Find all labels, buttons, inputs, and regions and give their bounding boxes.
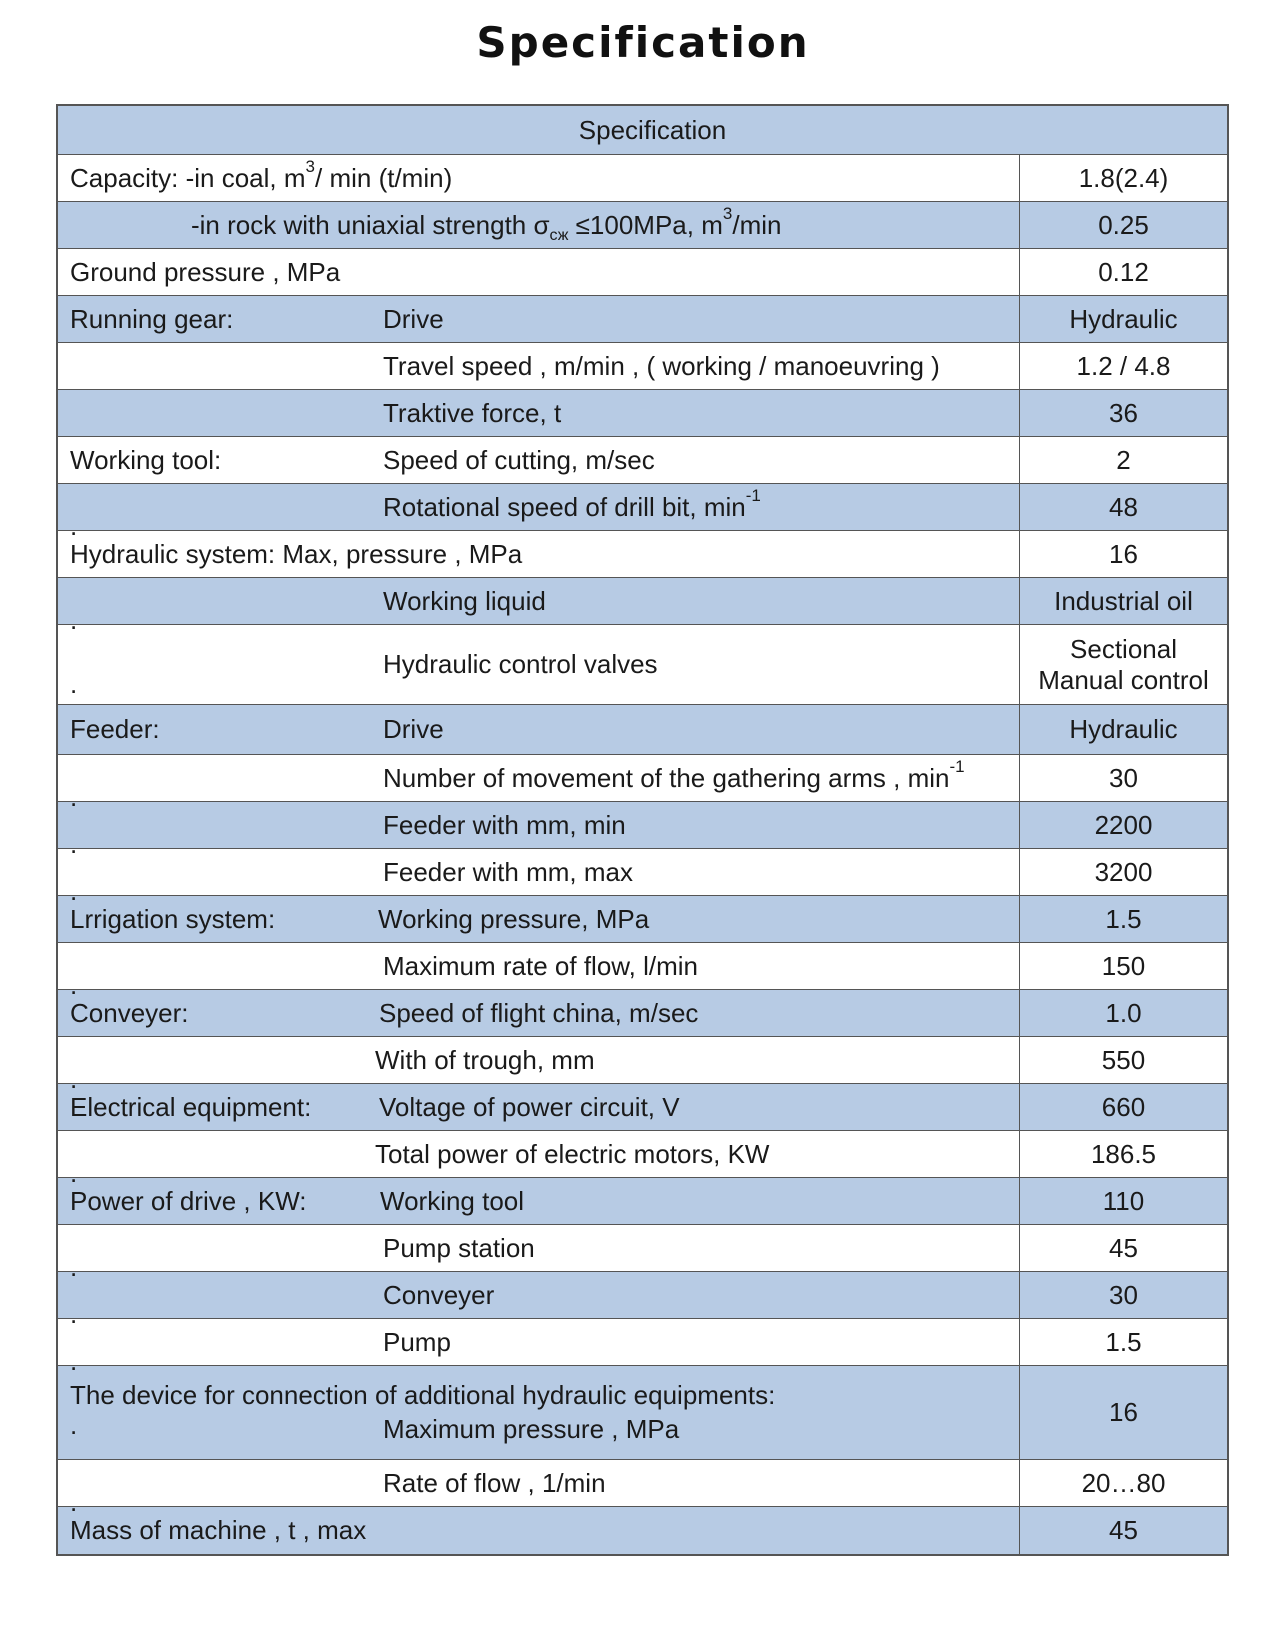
row-label xyxy=(58,943,1020,1000)
row-label xyxy=(58,990,1020,1036)
row-value: 1.8(2.4) xyxy=(1078,162,1169,193)
row-item: Working pressure, MPa xyxy=(378,903,650,934)
row-dot: . xyxy=(70,1158,78,1188)
table-row xyxy=(58,390,1227,437)
row-label xyxy=(58,802,1020,859)
row-label xyxy=(58,578,1020,635)
row-label xyxy=(58,202,1020,248)
row-value: 30 xyxy=(1109,762,1138,793)
row-value: 150 xyxy=(1101,950,1146,981)
table-row xyxy=(58,625,1227,705)
row-category: Ground pressure , MPa xyxy=(70,256,341,287)
row-value: 0.12 xyxy=(1098,256,1149,287)
row-item: Feeder with mm, max xyxy=(383,856,633,887)
table-row xyxy=(58,249,1227,296)
row-dot: . xyxy=(70,511,78,541)
row-value-line: Sectional xyxy=(1070,633,1177,664)
table-row xyxy=(58,705,1227,755)
row-dot: . xyxy=(70,1064,78,1094)
row-category: Hydraulic system: Max, pressure , MPa xyxy=(70,538,523,569)
row-item: Pump station xyxy=(383,1232,535,1263)
row-dot: . xyxy=(70,1252,78,1282)
row-value: 1.5 xyxy=(1105,1326,1142,1357)
row-label xyxy=(58,437,1020,483)
row-item: With of trough, mm xyxy=(375,1044,595,1075)
row-label xyxy=(58,1507,1020,1554)
row-item: Maximum pressure , MPa xyxy=(383,1414,680,1444)
row-label xyxy=(58,1366,1020,1459)
row-value: 1.2 / 4.8 xyxy=(1076,350,1171,381)
row-value: 30 xyxy=(1109,1279,1138,1310)
table-row xyxy=(58,296,1227,343)
row-label xyxy=(58,1037,1020,1094)
row-value: 45 xyxy=(1109,1232,1138,1263)
row-item: Rate of flow , 1/min xyxy=(383,1467,606,1498)
page-title: Specification xyxy=(476,18,810,67)
table-row xyxy=(58,896,1227,943)
row-label xyxy=(58,343,1020,389)
row-category: The device for connection of additional hydraulic equipments: xyxy=(70,1380,776,1410)
table-row xyxy=(58,343,1227,390)
row-value: 660 xyxy=(1101,1091,1146,1122)
row-category: Running gear: xyxy=(70,303,234,334)
row-value: Hydraulic xyxy=(1069,714,1178,744)
row-value: Industrial oil xyxy=(1054,585,1193,616)
row-item: Total power of electric motors, KW xyxy=(375,1138,770,1169)
row-label xyxy=(58,625,1020,704)
table-row xyxy=(58,1225,1227,1282)
table-row xyxy=(58,1460,1227,1517)
row-item: Working liquid xyxy=(383,585,546,616)
row-dot: . xyxy=(70,876,78,906)
table-row xyxy=(58,755,1227,812)
table-header-row xyxy=(58,106,1227,155)
table-row xyxy=(58,849,1227,906)
row-label xyxy=(58,1319,1020,1376)
row-label xyxy=(58,531,1020,577)
row-value: 45 xyxy=(1109,1515,1138,1545)
table-row xyxy=(58,531,1227,578)
row-label xyxy=(58,296,1020,342)
row-label xyxy=(58,484,1020,541)
row-category: Mass of machine , t , max xyxy=(70,1515,367,1545)
table-row xyxy=(58,578,1227,635)
row-value: 20…80 xyxy=(1081,1467,1166,1498)
row-category: Lrrigation system: xyxy=(70,903,276,934)
row-dot: . xyxy=(70,1346,78,1376)
table-row xyxy=(58,437,1227,484)
row-value: 2200 xyxy=(1094,809,1153,840)
row-item: Drive xyxy=(383,714,444,744)
table-row xyxy=(58,943,1227,1000)
row-item: Speed of flight china, m/sec xyxy=(379,997,699,1028)
row-item: Number of movement of the gathering arms , $\min^{-1}$ xyxy=(383,756,965,793)
row-label xyxy=(58,849,1020,906)
row-item: Traktive force, t xyxy=(383,397,562,428)
row-dot: . xyxy=(70,605,78,635)
row-value: 16 xyxy=(1109,1397,1138,1427)
table-row xyxy=(58,202,1227,249)
row-label xyxy=(58,1460,1020,1517)
row-item: Working tool xyxy=(380,1185,525,1216)
table-row xyxy=(58,1319,1227,1376)
row-value: 110 xyxy=(1102,1185,1145,1216)
table-row xyxy=(58,802,1227,859)
row-value: 1.0 xyxy=(1105,997,1142,1028)
row-category: Working tool: xyxy=(70,444,222,475)
row-dot: . xyxy=(70,970,78,1000)
row-value-line: Manual control xyxy=(1038,664,1209,695)
row-dot: . xyxy=(70,668,78,699)
table-row xyxy=(58,484,1227,541)
row-value: 1.5 xyxy=(1105,903,1142,934)
row-value: Hydraulic xyxy=(1069,303,1178,334)
table-row xyxy=(58,1507,1227,1554)
table-row xyxy=(58,1366,1227,1460)
row-label xyxy=(58,1131,1020,1188)
row-dot: . xyxy=(70,782,78,812)
row-item: -in rock with uniaxial strength $\sigma_{сж} \le 100MPa$, $m^3/\min$ xyxy=(191,203,782,244)
row-value: 0.25 xyxy=(1098,209,1149,240)
row-label xyxy=(58,1225,1020,1282)
row-item: Feeder with mm, min xyxy=(383,809,626,840)
row-category: Capacity: -in coal, $m^3/$ min (t/min) xyxy=(70,156,453,193)
row-category: Feeder: xyxy=(70,714,160,744)
table-row xyxy=(58,1037,1227,1094)
row-value: 2 xyxy=(1116,444,1131,475)
row-dot: . xyxy=(70,1487,78,1517)
row-dot: . xyxy=(70,829,78,859)
row-item: Voltage of power circuit, V xyxy=(379,1091,680,1122)
row-category: Conveyer: xyxy=(70,997,189,1028)
row-value: 48 xyxy=(1109,491,1138,522)
row-value xyxy=(1020,625,1227,704)
row-value: 36 xyxy=(1109,397,1138,428)
row-item: Maximum rate of flow, l/min xyxy=(383,950,698,981)
row-item: Speed of cutting, m/sec xyxy=(383,444,655,475)
row-value: 16 xyxy=(1109,538,1138,569)
row-label xyxy=(58,249,1020,295)
row-item: Drive xyxy=(383,303,444,334)
row-label xyxy=(58,155,1020,201)
row-label xyxy=(58,705,1020,754)
row-value: 3200 xyxy=(1094,856,1153,887)
row-category: Power of drive , KW: xyxy=(70,1185,307,1216)
table-row xyxy=(58,990,1227,1037)
table-row xyxy=(58,1131,1227,1188)
row-dot: . xyxy=(70,1299,78,1329)
row-label xyxy=(58,1084,1020,1130)
table-row xyxy=(58,1178,1227,1225)
row-category: Electrical equipment: xyxy=(70,1091,312,1122)
row-item: Travel speed , m/min , ( working / manoeuvring ) xyxy=(383,350,940,381)
row-dot: . xyxy=(70,1410,78,1440)
row-label xyxy=(58,390,1020,436)
row-item: Pump xyxy=(383,1326,451,1357)
row-item: Rotational speed of drill bit, $\min^{-1}$ xyxy=(383,485,761,522)
row-value: 550 xyxy=(1101,1044,1146,1075)
table-row xyxy=(58,1272,1227,1329)
row-item: Conveyer xyxy=(383,1279,495,1310)
table-header: Specification xyxy=(578,114,727,145)
row-item: Hydraulic control valves xyxy=(383,649,658,679)
row-label xyxy=(58,1272,1020,1329)
table-row xyxy=(58,1084,1227,1131)
row-value: 186.5 xyxy=(1090,1138,1157,1169)
row-label xyxy=(58,1178,1020,1224)
row-label xyxy=(58,755,1020,812)
specification-table xyxy=(56,104,1229,1556)
table-row xyxy=(58,155,1227,202)
row-label xyxy=(58,896,1020,942)
